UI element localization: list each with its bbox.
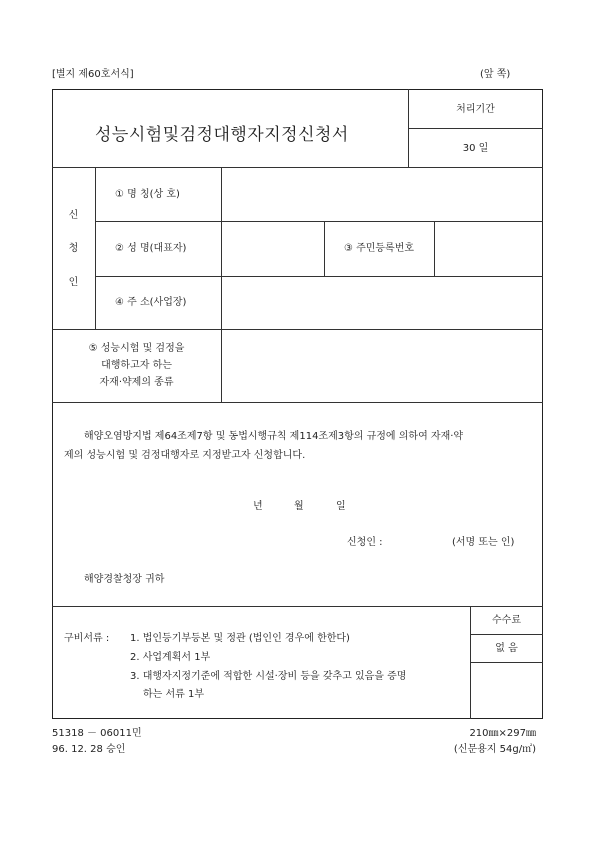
rule-title-divider (408, 89, 409, 167)
materials-label-line-1: ⑤ 성능시험 및 검정을 (88, 343, 185, 354)
form-code: 51318 － 06011민 (52, 728, 142, 739)
rule-applicant-label-divider (95, 167, 96, 329)
materials-field[interactable] (222, 330, 542, 401)
applicant-signature-field[interactable] (392, 532, 444, 550)
representative-label: ② 성 명(대표자) (115, 243, 187, 254)
statement-line-2: 제의 성능시험 및 검정대행자로 지정받고자 신청합니다. (64, 450, 306, 461)
materials-label-line-3: 자재·약제의 종류 (99, 377, 174, 388)
form-title: 성능시험및검정대행자지정신청서 (95, 125, 349, 145)
address-field[interactable] (222, 277, 542, 328)
document-item-1: 1. 법인등기부등본 및 정관 (법인인 경우에 한한다) (130, 633, 350, 644)
name-label: ① 명 칭(상 호) (115, 189, 180, 200)
applicant-label-char-2: 청 (68, 243, 79, 254)
date-month-label: 월 (294, 501, 304, 512)
date-day-label: 일 (336, 501, 346, 512)
form-number: [별지 제60호서식] (52, 69, 134, 80)
representative-field[interactable] (222, 222, 323, 275)
recipient: 해양경찰청장 귀하 (84, 574, 165, 585)
rule-fee-bottom (470, 662, 543, 663)
documents-label: 구비서류 : (64, 633, 110, 644)
rule-materials-bottom (52, 402, 543, 403)
rrn-label: ③ 주민등록번호 (343, 243, 415, 254)
processing-period-label: 처리기간 (456, 104, 495, 115)
approval-date: 96. 12. 28 승인 (52, 744, 126, 755)
statement-line-1: 해양오염방지법 제64조제7항 및 동법시행규칙 제114조제3항의 규정에 의하여 자재·약 (84, 431, 464, 442)
page-side-label: (앞 쪽) (480, 69, 511, 80)
document-item-3-cont: 하는 서류 1부 (143, 689, 205, 700)
rule-period-split (408, 128, 543, 129)
paper-size: 210㎜×297㎜ (469, 728, 536, 739)
applicant-label-char-3: 인 (68, 277, 79, 288)
processing-period-value: 30 일 (462, 143, 489, 154)
paper-type: (신문용지 54g/㎡) (453, 744, 536, 755)
document-item-3: 3. 대행자지정기준에 적합한 시설·장비 등을 갖추고 있음을 증명 (130, 671, 407, 682)
date-year-label: 년 (253, 501, 263, 512)
signature-hint: (서명 또는 인) (452, 537, 515, 548)
address-label: ④ 주 소(사업장) (115, 297, 187, 308)
materials-label-line-2: 대행하고자 하는 (101, 360, 172, 371)
document-item-2: 2. 사업계획서 1부 (130, 652, 211, 663)
fee-label: 수수료 (492, 615, 521, 626)
rule-fee-split (470, 634, 543, 635)
applicant-signature-label: 신청인 : (347, 537, 383, 548)
applicant-label-char-1: 신 (68, 210, 79, 221)
name-field[interactable] (222, 168, 542, 220)
rrn-field[interactable] (435, 222, 542, 275)
fee-value: 없 음 (495, 643, 518, 654)
